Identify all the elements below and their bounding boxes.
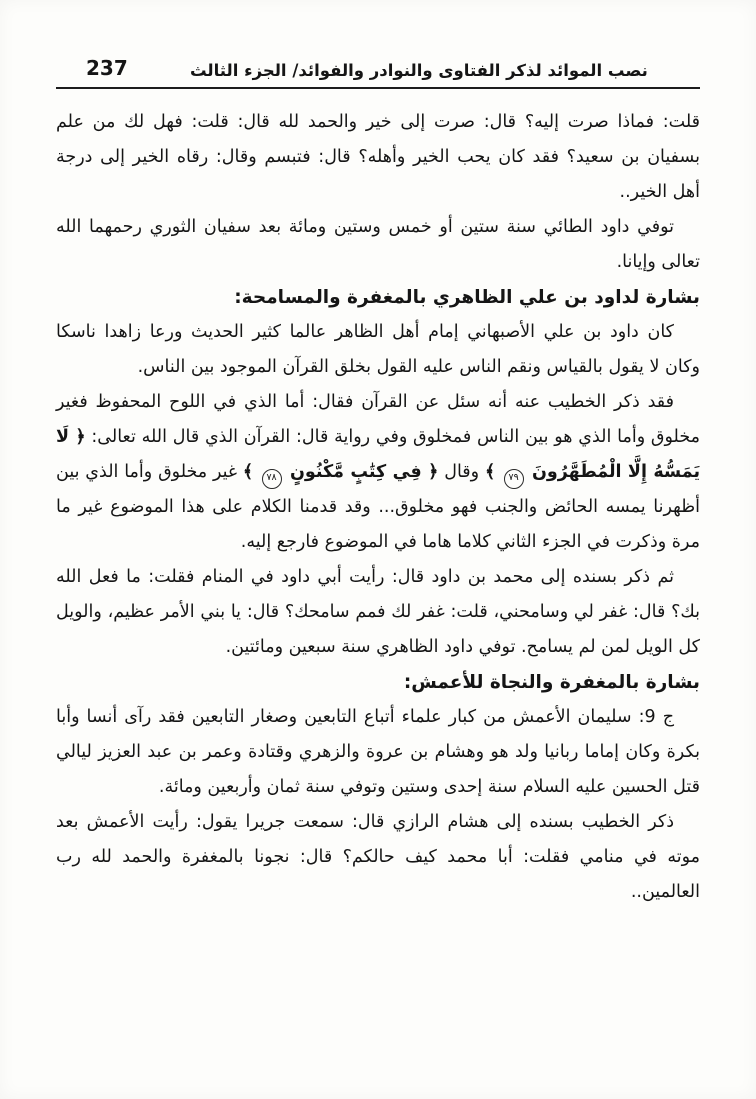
ornate-bracket-close: ﴾ bbox=[242, 462, 254, 482]
section-heading-amash: بشارة بالمغفرة والنجاة للأعمش: bbox=[403, 672, 700, 693]
quran-paragraph-middle: وقال bbox=[438, 462, 485, 482]
ornate-bracket-open: ﴿ bbox=[428, 462, 439, 482]
verse-number-circle-79: ٧٩ bbox=[504, 469, 524, 489]
quran-paragraph-after: غير مخلوق وأما الذي بين أظهرنا يمسه الحائض والجنب فهو مخلوق... وقد قدمنا الكلام على هذا الموضوع غير ما مرة وذكرت في الجزء الثاني كلاما هاما في الموضوع فارجع إليه. bbox=[56, 462, 700, 552]
paragraph-continuation: قلت: فماذا صرت إليه؟ قال: صرت إلى خير والحمد لله قال: قلت: فهل لك من علم بسفيان بن سعيد؟ فقد كان يحب الخير وأهله؟ قال: فتبسم وقال: رقاه الخير إلى درجة أهل الخير.. bbox=[56, 112, 700, 202]
page-number: 237 bbox=[86, 56, 128, 80]
quran-verse-maknun bbox=[243, 462, 438, 482]
page-header bbox=[56, 56, 700, 89]
page-body bbox=[56, 105, 700, 910]
paragraph-quran-quote bbox=[56, 385, 700, 560]
quran-paragraph-before: فقد ذكر الخطيب عنه أنه سئل عن القرآن فقال: أما الذي في اللوح المحفوظ فغير مخلوق وأما الذي هو بين الناس فمخلوق وفي رواية قال: القرآن الذي قال الله تعالى: bbox=[56, 392, 701, 447]
section-heading-dawud-zahiri: بشارة لداود بن علي الظاهري بالمغفرة والمسامحة: bbox=[234, 287, 700, 308]
paragraph-amash-dream: ذكر الخطيب بسنده إلى هشام الرازي قال: سمعت جريرا يقول: رأيت الأعمش بعد موته في منامي فقلت: أبا محمد كيف حالكم؟ قال: نجونا بالمغفرة والحمد لله رب العالمين.. bbox=[56, 812, 700, 902]
paragraph-dawud-tai-death: توفي داود الطائي سنة ستين أو خمس وستين ومائة بعد سفيان الثوري رحمهما الله تعالى وإيانا. bbox=[56, 217, 700, 272]
paragraph-dawud-intro: كان داود بن علي الأصبهاني إمام أهل الظاهر عالما كثير الحديث ورعا زاهدا ناسكا وكان لا يقول بالقياس ونقم الناس عليه القول بخلق القرآن الموجود بين الناس. bbox=[56, 322, 700, 377]
ornate-bracket-open: ﴿ bbox=[75, 427, 86, 447]
ornate-bracket-close: ﴾ bbox=[484, 462, 496, 482]
paragraph-amash-bio: ج 9: سليمان الأعمش من كبار علماء أتباع التابعين وصغار التابعين فقد رآى أنسا وأبا بكرة وكان إماما ربانيا ولد هو وهشام بن عروة والزهري وقتادة وعمر بن عبد العزيز ليالي قتل الحسين عليه السلام سنة إحدى وستين وتوفي سنة ثمان وأربعين ومائة. bbox=[56, 707, 700, 797]
quran-verse-text-1: لَا يَمَسُّهُ إِلَّا الْمُطَهَّرُونَ bbox=[56, 427, 701, 482]
quran-verse-text-2: فِي كِتَٰبٍ مَّكْنُونٍ bbox=[289, 462, 422, 482]
book-title-header: نصب الموائد لذكر الفتاوى والنوادر والفوائد/ الجزء الثالث bbox=[189, 61, 648, 80]
verse-number-circle-78: ٧٨ bbox=[262, 469, 282, 489]
paragraph-dream-dawud: ثم ذكر بسنده إلى محمد بن داود قال: رأيت أبي داود في المنام فقلت: ما فعل الله بك؟ قال: غفر لي وسامحني، قلت: غفر لك فمم سامحك؟ قال: يا بني الأمر عظيم، والويل كل الويل لمن لم يسامح. توفي داود الظاهري سنة سبعين ومائتين. bbox=[56, 567, 700, 657]
